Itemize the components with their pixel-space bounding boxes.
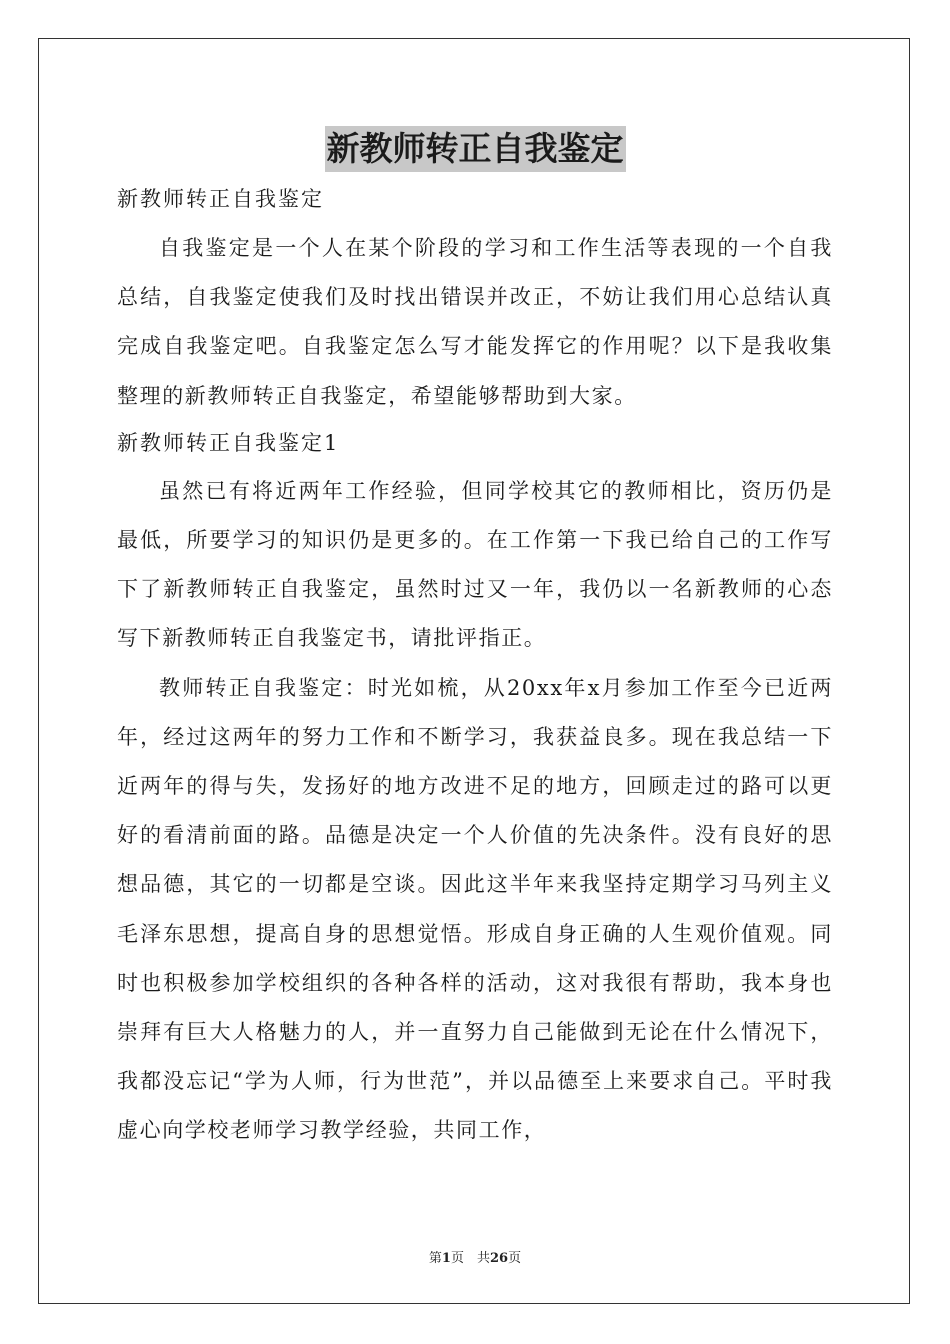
document-body — [117, 180, 833, 1156]
page-prefix: 第 — [428, 1251, 442, 1266]
page-suffix: 页 — [508, 1251, 522, 1266]
page-footer — [0, 1247, 950, 1266]
intro-paragraph: 自我鉴定是一个人在某个阶段的学习和工作生活等表现的一个自我总结，自我鉴定使我们及时找出错误并改正，不妨让我们用心总结认真完成自我鉴定吧。自我鉴定怎么写才能发挥它的作用呢？以下是我收集整理的新教师转正自我鉴定，希望能够帮助到大家。 — [117, 236, 833, 408]
section-paragraph-1: 虽然已有将近两年工作经验，但同学校其它的教师相比，资历仍是最低，所要学习的知识仍是更多的。在工作第一下我已给自己的工作写下了新教师转正自我鉴定，虽然时过又一年，我仍以一名新教师的心态写下新教师转正自我鉴定书，请批评指正。 — [117, 478, 833, 651]
section-heading-1: 新教师转正自我鉴定1 — [117, 430, 340, 455]
section-paragraph-2: 教师转正自我鉴定：时光如梳，从20xx年x月参加工作至今已近两年，经过这两年的努力工作和不断学习，我获益良多。现在我总结一下近两年的得与失，发扬好的地方改进不足的地方，回顾走过的路可以更好的看清前面的路。品德是决定一个人价值的先决条件。没有良好的思想品德，其它的一切都是空谈。因此这半年来我坚持定期学习马列主义毛泽东思想，提高自身的思想觉悟。形成自身正确的人生观价值观。同时也积极参加学校组织的各种各样的活动，这对我很有帮助，我本身也崇拜有巨大人格魅力的人，并一直努力自己能做到无论在什么情况下，我都没忘记“学为人师，行为世范”，并以品德至上来要求自己。平时我虚心向学校老师学习教学经验，共同工作， — [117, 675, 833, 1143]
page-current-number: 1 — [441, 1251, 451, 1266]
intro-heading: 新教师转正自我鉴定 — [117, 187, 324, 211]
page-total-number: 26 — [489, 1251, 509, 1266]
page-mid: 页 共 — [450, 1251, 490, 1266]
title-container — [0, 126, 950, 172]
document-title: 新教师转正自我鉴定 — [325, 126, 626, 172]
